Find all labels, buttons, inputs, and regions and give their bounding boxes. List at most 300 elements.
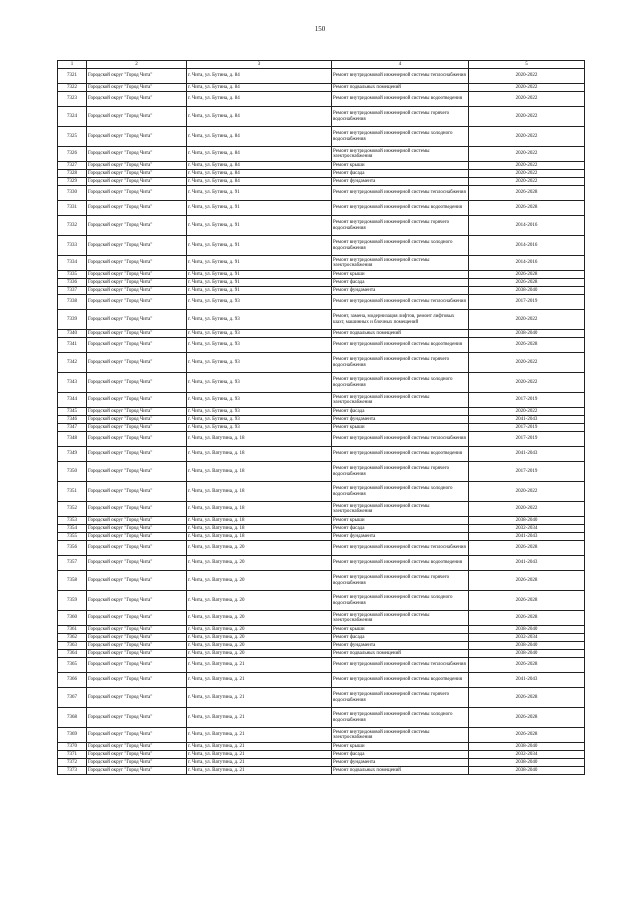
table-row <box>58 447 585 462</box>
cell-row-number: 7352 <box>58 502 87 517</box>
cell-row-number: 7345 <box>58 408 87 416</box>
cell-period: 2017-2019 <box>469 462 585 482</box>
cell-municipality: Городской округ "Город Чита" <box>87 279 187 287</box>
cell-period: 2026-2028 <box>469 658 585 673</box>
cell-address: г. Чита, ул. Бутина, д. 84 <box>187 69 332 84</box>
cell-municipality: Городской округ "Город Чита" <box>87 482 187 502</box>
cell-municipality: Городской округ "Город Чита" <box>87 424 187 432</box>
cell-work-type: Ремонт фундамента <box>332 416 469 424</box>
cell-period: 2014-2016 <box>469 216 585 236</box>
cell-work-type: Ремонт внутридомовой инженерной системы горячего водоснабжения <box>332 688 469 708</box>
cell-work-type: Ремонт внутридомовой инженерной системы электроснабжения <box>332 147 469 162</box>
cell-address: г. Чита, ул. Ватутина, д. 18 <box>187 462 332 482</box>
cell-row-number: 7360 <box>58 611 87 626</box>
table-row <box>58 256 585 271</box>
cell-row-number: 7368 <box>58 708 87 728</box>
cell-work-type: Ремонт внутридомовой инженерной системы холодного водоснабжения <box>332 591 469 611</box>
cell-address: г. Чита, ул. Бутина, д. 93 <box>187 373 332 393</box>
cell-municipality: Городской округ "Город Чита" <box>87 751 187 759</box>
cell-work-type: Ремонт внутридомовой инженерной системы электроснабжения <box>332 611 469 626</box>
table-row <box>58 416 585 424</box>
cell-work-type: Ремонт внутридомовой инженерной системы теплоснабжения <box>332 295 469 310</box>
cell-municipality: Городской округ "Город Чита" <box>87 642 187 650</box>
cell-period: 2017-2019 <box>469 432 585 447</box>
table-row <box>58 92 585 107</box>
cell-address: г. Чита, ул. Ватутина, д. 20 <box>187 626 332 634</box>
cell-work-type: Ремонт фундамента <box>332 759 469 767</box>
cell-period: 2026-2028 <box>469 708 585 728</box>
cell-period: 2038-2040 <box>469 330 585 338</box>
cell-period: 2038-2040 <box>469 626 585 634</box>
cell-work-type: Ремонт фасада <box>332 170 469 178</box>
cell-address: г. Чита, ул. Ватутина, д. 20 <box>187 556 332 571</box>
page-number: 150 <box>314 25 326 33</box>
cell-row-number: 7325 <box>58 127 87 147</box>
table-row <box>58 271 585 279</box>
cell-address: г. Чита, ул. Ватутина, д. 21 <box>187 743 332 751</box>
cell-period: 2032-2034 <box>469 751 585 759</box>
cell-work-type: Ремонт подвальных помещений <box>332 650 469 658</box>
table-row <box>58 642 585 650</box>
table-row <box>58 571 585 591</box>
cell-work-type: Ремонт внутридомовой инженерной системы холодного водоснабжения <box>332 708 469 728</box>
cell-municipality: Городской округ "Город Чита" <box>87 178 187 186</box>
header-row <box>58 61 585 69</box>
cell-row-number: 7342 <box>58 353 87 373</box>
cell-period: 2026-2028 <box>469 271 585 279</box>
cell-row-number: 7330 <box>58 186 87 201</box>
cell-row-number: 7331 <box>58 201 87 216</box>
cell-address: г. Чита, ул. Ватутина, д. 21 <box>187 708 332 728</box>
cell-row-number: 7337 <box>58 287 87 295</box>
cell-work-type: Ремонт крыши <box>332 271 469 279</box>
cell-row-number: 7351 <box>58 482 87 502</box>
cell-row-number: 7348 <box>58 432 87 447</box>
cell-period: 2032-2034 <box>469 525 585 533</box>
cell-municipality: Городской округ "Город Чита" <box>87 107 187 127</box>
table-row <box>58 338 585 353</box>
cell-work-type: Ремонт фундамента <box>332 287 469 295</box>
cell-municipality: Городской округ "Город Чита" <box>87 416 187 424</box>
table-row <box>58 84 585 92</box>
cell-work-type: Ремонт внутридомовой инженерной системы водоотведения <box>332 201 469 216</box>
cell-municipality: Городской округ "Город Чита" <box>87 216 187 236</box>
cell-period: 2020-2022 <box>469 482 585 502</box>
cell-address: г. Чита, ул. Ватутина, д. 18 <box>187 533 332 541</box>
cell-address: г. Чита, ул. Ватутина, д. 20 <box>187 541 332 556</box>
cell-address: г. Чита, ул. Бутина, д. 84 <box>187 147 332 162</box>
table-row <box>58 216 585 236</box>
cell-work-type: Ремонт внутридомовой инженерной системы теплоснабжения <box>332 69 469 84</box>
cell-municipality: Городской округ "Город Чита" <box>87 338 187 353</box>
table-row <box>58 658 585 673</box>
cell-address: г. Чита, ул. Ватутина, д. 20 <box>187 611 332 626</box>
cell-work-type: Ремонт внутридомовой инженерной системы холодного водоснабжения <box>332 236 469 256</box>
cell-row-number: 7323 <box>58 92 87 107</box>
cell-row-number: 7359 <box>58 591 87 611</box>
repair-program-table <box>57 60 585 775</box>
table-row <box>58 432 585 447</box>
cell-address: г. Чита, ул. Бутина, д. 84 <box>187 170 332 178</box>
cell-row-number: 7336 <box>58 279 87 287</box>
cell-work-type: Ремонт внутридомовой инженерной системы холодного водоснабжения <box>332 373 469 393</box>
table-row <box>58 287 585 295</box>
table-row <box>58 517 585 525</box>
cell-period: 2020-2022 <box>469 170 585 178</box>
cell-address: г. Чита, ул. Ватутина, д. 21 <box>187 728 332 743</box>
cell-address: г. Чита, ул. Бутина, д. 91 <box>187 271 332 279</box>
cell-work-type: Ремонт внутридомовой инженерной системы водоотведения <box>332 92 469 107</box>
cell-work-type: Ремонт внутридомовой инженерной системы теплоснабжения <box>332 186 469 201</box>
cell-municipality: Городской округ "Город Чита" <box>87 92 187 107</box>
cell-row-number: 7335 <box>58 271 87 279</box>
table-row <box>58 295 585 310</box>
cell-address: г. Чита, ул. Ватутина, д. 21 <box>187 673 332 688</box>
cell-work-type: Ремонт подвальных помещений <box>332 84 469 92</box>
cell-municipality: Городской округ "Город Чита" <box>87 256 187 271</box>
cell-municipality: Городской округ "Город Чита" <box>87 353 187 373</box>
cell-municipality: Городской округ "Город Чита" <box>87 759 187 767</box>
cell-municipality: Городской округ "Город Чита" <box>87 708 187 728</box>
cell-row-number: 7356 <box>58 541 87 556</box>
cell-work-type: Ремонт внутридомовой инженерной системы теплоснабжения <box>332 541 469 556</box>
cell-period: 2017-2019 <box>469 295 585 310</box>
cell-period: 2041-2043 <box>469 416 585 424</box>
header-cell-1: 1 <box>58 61 87 69</box>
cell-work-type: Ремонт фасада <box>332 634 469 642</box>
cell-work-type: Ремонт фасада <box>332 525 469 533</box>
table-row <box>58 767 585 775</box>
cell-municipality: Городской округ "Город Чита" <box>87 330 187 338</box>
cell-row-number: 7369 <box>58 728 87 743</box>
cell-municipality: Городской округ "Город Чита" <box>87 186 187 201</box>
table-row <box>58 708 585 728</box>
cell-work-type: Ремонт внутридомовой инженерной системы электроснабжения <box>332 256 469 271</box>
cell-work-type: Ремонт внутридомовой инженерной системы горячего водоснабжения <box>332 571 469 591</box>
cell-address: г. Чита, ул. Ватутина, д. 20 <box>187 650 332 658</box>
table-row <box>58 127 585 147</box>
cell-row-number: 7358 <box>58 571 87 591</box>
cell-address: г. Чита, ул. Бутина, д. 93 <box>187 416 332 424</box>
cell-address: г. Чита, ул. Ватутина, д. 21 <box>187 688 332 708</box>
cell-work-type: Ремонт внутридомовой инженерной системы горячего водоснабжения <box>332 216 469 236</box>
cell-municipality: Городской округ "Город Чита" <box>87 634 187 642</box>
cell-row-number: 7340 <box>58 330 87 338</box>
cell-address: г. Чита, ул. Ватутина, д. 18 <box>187 432 332 447</box>
cell-municipality: Городской округ "Город Чита" <box>87 541 187 556</box>
cell-row-number: 7322 <box>58 84 87 92</box>
cell-period: 2026-2028 <box>469 201 585 216</box>
table-body <box>58 61 585 775</box>
cell-work-type: Ремонт фундамента <box>332 533 469 541</box>
cell-row-number: 7324 <box>58 107 87 127</box>
cell-work-type: Ремонт внутридомовой инженерной системы холодного водоснабжения <box>332 127 469 147</box>
cell-work-type: Ремонт внутридомовой инженерной системы электроснабжения <box>332 502 469 517</box>
cell-period: 2026-2028 <box>469 541 585 556</box>
header-cell-5: 5 <box>469 61 585 69</box>
cell-address: г. Чита, ул. Ватутина, д. 20 <box>187 571 332 591</box>
cell-work-type: Ремонт внутридомовой инженерной системы электроснабжения <box>332 393 469 408</box>
table-row <box>58 330 585 338</box>
cell-work-type: Ремонт крыши <box>332 162 469 170</box>
cell-municipality: Городской округ "Город Чита" <box>87 408 187 416</box>
cell-work-type: Ремонт внутридомовой инженерной системы теплоснабжения <box>332 432 469 447</box>
cell-work-type: Ремонт подвальных помещений <box>332 767 469 775</box>
cell-address: г. Чита, ул. Бутина, д. 93 <box>187 310 332 330</box>
table-row <box>58 673 585 688</box>
cell-municipality: Городской округ "Город Чита" <box>87 201 187 216</box>
cell-period: 2041-2043 <box>469 447 585 462</box>
cell-row-number: 7372 <box>58 759 87 767</box>
cell-period: 2020-2022 <box>469 107 585 127</box>
cell-row-number: 7326 <box>58 147 87 162</box>
cell-address: г. Чита, ул. Бутина, д. 93 <box>187 353 332 373</box>
table-row <box>58 310 585 330</box>
cell-address: г. Чита, ул. Бутина, д. 91 <box>187 201 332 216</box>
cell-address: г. Чита, ул. Бутина, д. 84 <box>187 84 332 92</box>
cell-row-number: 7347 <box>58 424 87 432</box>
cell-work-type: Ремонт фасада <box>332 279 469 287</box>
cell-period: 2026-2028 <box>469 186 585 201</box>
cell-work-type: Ремонт внутридомовой инженерной системы водоотведения <box>332 556 469 571</box>
cell-address: г. Чита, ул. Бутина, д. 93 <box>187 338 332 353</box>
cell-municipality: Городской округ "Город Чита" <box>87 673 187 688</box>
cell-period: 2020-2022 <box>469 127 585 147</box>
cell-period: 2020-2022 <box>469 310 585 330</box>
cell-work-type: Ремонт внутридомовой инженерной системы холодного водоснабжения <box>332 482 469 502</box>
table-row <box>58 107 585 127</box>
cell-row-number: 7362 <box>58 634 87 642</box>
table-row <box>58 236 585 256</box>
cell-address: г. Чита, ул. Бутина, д. 84 <box>187 162 332 170</box>
header-cell-3: 3 <box>187 61 332 69</box>
cell-period: 2020-2022 <box>469 84 585 92</box>
cell-municipality: Городской округ "Город Чита" <box>87 650 187 658</box>
cell-row-number: 7353 <box>58 517 87 525</box>
table-row <box>58 462 585 482</box>
table-row <box>58 502 585 517</box>
cell-row-number: 7333 <box>58 236 87 256</box>
cell-municipality: Городской округ "Город Чита" <box>87 591 187 611</box>
cell-row-number: 7344 <box>58 393 87 408</box>
cell-period: 2020-2022 <box>469 373 585 393</box>
cell-period: 2038-2040 <box>469 287 585 295</box>
cell-work-type: Ремонт внутридомовой инженерной системы электроснабжения <box>332 728 469 743</box>
cell-address: г. Чита, ул. Бутина, д. 84 <box>187 107 332 127</box>
cell-address: г. Чита, ул. Бутина, д. 84 <box>187 127 332 147</box>
cell-row-number: 7332 <box>58 216 87 236</box>
cell-period: 2026-2028 <box>469 591 585 611</box>
cell-period: 2038-2040 <box>469 650 585 658</box>
cell-row-number: 7350 <box>58 462 87 482</box>
cell-municipality: Городской округ "Город Чита" <box>87 287 187 295</box>
cell-municipality: Городской округ "Город Чита" <box>87 462 187 482</box>
cell-municipality: Городской округ "Город Чита" <box>87 170 187 178</box>
cell-row-number: 7327 <box>58 162 87 170</box>
cell-row-number: 7373 <box>58 767 87 775</box>
cell-row-number: 7343 <box>58 373 87 393</box>
table-row <box>58 162 585 170</box>
cell-work-type: Ремонт внутридомовой инженерной системы горячего водоснабжения <box>332 462 469 482</box>
cell-row-number: 7366 <box>58 673 87 688</box>
cell-address: г. Чита, ул. Бутина, д. 84 <box>187 92 332 107</box>
table-row <box>58 751 585 759</box>
cell-period: 2020-2022 <box>469 147 585 162</box>
table-row <box>58 147 585 162</box>
cell-municipality: Городской округ "Город Чита" <box>87 162 187 170</box>
cell-address: г. Чита, ул. Ватутина, д. 21 <box>187 767 332 775</box>
cell-row-number: 7339 <box>58 310 87 330</box>
cell-row-number: 7361 <box>58 626 87 634</box>
cell-address: г. Чита, ул. Бутина, д. 93 <box>187 424 332 432</box>
cell-period: 2026-2028 <box>469 279 585 287</box>
cell-period: 2020-2022 <box>469 502 585 517</box>
cell-municipality: Городской округ "Город Чита" <box>87 295 187 310</box>
table-row <box>58 634 585 642</box>
cell-address: г. Чита, ул. Ватутина, д. 21 <box>187 658 332 673</box>
cell-row-number: 7355 <box>58 533 87 541</box>
cell-municipality: Городской округ "Город Чита" <box>87 127 187 147</box>
cell-municipality: Городской округ "Город Чита" <box>87 728 187 743</box>
cell-period: 2020-2022 <box>469 178 585 186</box>
cell-address: г. Чита, ул. Бутина, д. 91 <box>187 287 332 295</box>
table-row <box>58 393 585 408</box>
table-row <box>58 482 585 502</box>
table-row <box>58 541 585 556</box>
cell-work-type: Ремонт фундамента <box>332 642 469 650</box>
table-row <box>58 728 585 743</box>
cell-period: 2038-2040 <box>469 517 585 525</box>
cell-address: г. Чита, ул. Бутина, д. 93 <box>187 330 332 338</box>
table-row <box>58 69 585 84</box>
cell-address: г. Чита, ул. Бутина, д. 93 <box>187 408 332 416</box>
cell-address: г. Чита, ул. Ватутина, д. 18 <box>187 447 332 462</box>
cell-work-type: Ремонт крыши <box>332 424 469 432</box>
table-row <box>58 373 585 393</box>
cell-period: 2017-2019 <box>469 393 585 408</box>
cell-work-type: Ремонт внутридомовой инженерной системы водоотведения <box>332 338 469 353</box>
cell-row-number: 7363 <box>58 642 87 650</box>
cell-work-type: Ремонт крыши <box>332 517 469 525</box>
cell-row-number: 7341 <box>58 338 87 353</box>
cell-period: 2041-2043 <box>469 673 585 688</box>
cell-period: 2041-2043 <box>469 533 585 541</box>
header-cell-4: 4 <box>332 61 469 69</box>
cell-work-type: Ремонт внутридомовой инженерной системы горячего водоснабжения <box>332 107 469 127</box>
cell-work-type: Ремонт внутридомовой инженерной системы теплоснабжения <box>332 658 469 673</box>
cell-row-number: 7364 <box>58 650 87 658</box>
cell-row-number: 7321 <box>58 69 87 84</box>
cell-municipality: Городской округ "Город Чита" <box>87 611 187 626</box>
cell-row-number: 7354 <box>58 525 87 533</box>
cell-municipality: Городской округ "Город Чита" <box>87 447 187 462</box>
cell-period: 2026-2028 <box>469 571 585 591</box>
cell-work-type: Ремонт крыши <box>332 626 469 634</box>
cell-row-number: 7367 <box>58 688 87 708</box>
cell-municipality: Городской округ "Город Чита" <box>87 84 187 92</box>
cell-work-type: Ремонт фасада <box>332 751 469 759</box>
cell-address: г. Чита, ул. Бутина, д. 91 <box>187 256 332 271</box>
cell-address: г. Чита, ул. Бутина, д. 93 <box>187 295 332 310</box>
cell-row-number: 7334 <box>58 256 87 271</box>
cell-municipality: Городской округ "Город Чита" <box>87 147 187 162</box>
cell-work-type: Ремонт крыши <box>332 743 469 751</box>
cell-municipality: Городской округ "Город Чита" <box>87 432 187 447</box>
table-row <box>58 626 585 634</box>
table-row <box>58 178 585 186</box>
cell-address: г. Чита, ул. Бутина, д. 93 <box>187 393 332 408</box>
table-row <box>58 650 585 658</box>
table-row <box>58 201 585 216</box>
cell-municipality: Городской округ "Город Чита" <box>87 310 187 330</box>
cell-address: г. Чита, ул. Ватутина, д. 21 <box>187 759 332 767</box>
table-row <box>58 743 585 751</box>
cell-row-number: 7346 <box>58 416 87 424</box>
table-row <box>58 170 585 178</box>
cell-work-type: Ремонт фасада <box>332 408 469 416</box>
cell-address: г. Чита, ул. Ватутина, д. 18 <box>187 502 332 517</box>
cell-address: г. Чита, ул. Бутина, д. 91 <box>187 236 332 256</box>
cell-period: 2020-2022 <box>469 408 585 416</box>
cell-work-type: Ремонт фундамента <box>332 178 469 186</box>
table-row <box>58 591 585 611</box>
cell-municipality: Городской округ "Город Чита" <box>87 517 187 525</box>
cell-address: г. Чита, ул. Ватутина, д. 20 <box>187 634 332 642</box>
table-row <box>58 533 585 541</box>
cell-period: 2041-2043 <box>469 556 585 571</box>
cell-municipality: Городской округ "Город Чита" <box>87 658 187 673</box>
cell-row-number: 7370 <box>58 743 87 751</box>
cell-period: 2014-2016 <box>469 256 585 271</box>
cell-work-type: Ремонт внутридомовой инженерной системы водоотведения <box>332 447 469 462</box>
cell-work-type: Ремонт, замена, модернизация лифтов, ремонт лифтовых шахт, машинных и блочных помещений <box>332 310 469 330</box>
cell-row-number: 7338 <box>58 295 87 310</box>
cell-period: 2020-2022 <box>469 92 585 107</box>
cell-municipality: Городской округ "Город Чита" <box>87 69 187 84</box>
cell-period: 2026-2028 <box>469 728 585 743</box>
table-row <box>58 525 585 533</box>
cell-period: 2038-2040 <box>469 642 585 650</box>
cell-period: 2014-2016 <box>469 236 585 256</box>
cell-municipality: Городской округ "Город Чита" <box>87 626 187 634</box>
table-row <box>58 424 585 432</box>
cell-municipality: Городской округ "Город Чита" <box>87 373 187 393</box>
cell-period: 2017-2019 <box>469 424 585 432</box>
cell-period: 2026-2028 <box>469 338 585 353</box>
cell-period: 2038-2040 <box>469 767 585 775</box>
cell-work-type: Ремонт внутридомовой инженерной системы горячего водоснабжения <box>332 353 469 373</box>
cell-period: 2020-2022 <box>469 353 585 373</box>
cell-period: 2038-2040 <box>469 759 585 767</box>
cell-period: 2020-2022 <box>469 69 585 84</box>
cell-row-number: 7371 <box>58 751 87 759</box>
cell-municipality: Городской округ "Город Чита" <box>87 393 187 408</box>
cell-municipality: Городской округ "Город Чита" <box>87 767 187 775</box>
cell-period: 2032-2034 <box>469 634 585 642</box>
table-row <box>58 279 585 287</box>
cell-period: 2026-2028 <box>469 611 585 626</box>
cell-row-number: 7349 <box>58 447 87 462</box>
table-row <box>58 186 585 201</box>
cell-row-number: 7328 <box>58 170 87 178</box>
cell-row-number: 7357 <box>58 556 87 571</box>
cell-work-type: Ремонт подвальных помещений <box>332 330 469 338</box>
table-row <box>58 688 585 708</box>
cell-address: г. Чита, ул. Ватутина, д. 20 <box>187 591 332 611</box>
cell-address: г. Чита, ул. Ватутина, д. 20 <box>187 642 332 650</box>
cell-municipality: Городской округ "Город Чита" <box>87 236 187 256</box>
cell-municipality: Городской округ "Город Чита" <box>87 688 187 708</box>
